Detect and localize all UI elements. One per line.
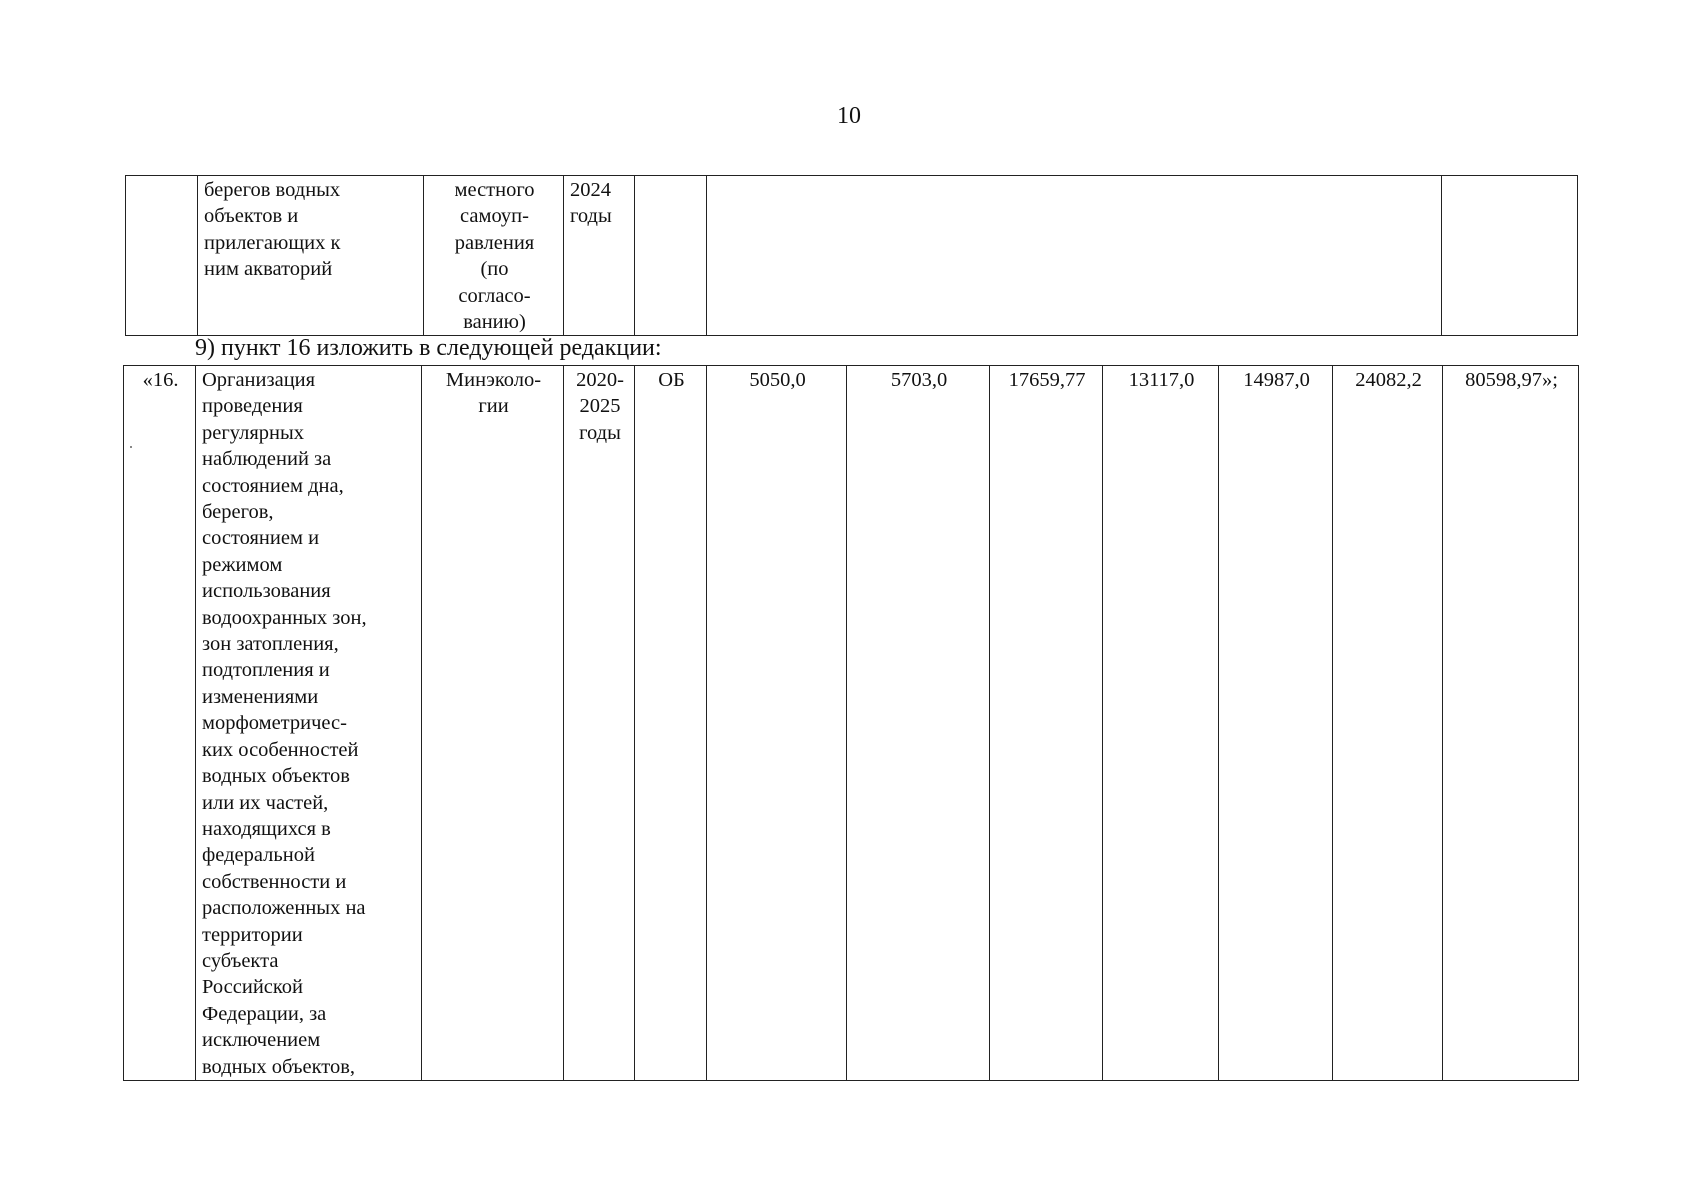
amount-cell-6: 24082,2: [1333, 366, 1443, 1081]
top-row-period-cell: 2024 годы: [564, 176, 635, 336]
amount-cell-4: 13117,0: [1103, 366, 1219, 1081]
top-row-executor-cell: местного самоуп- равления (по согласо- ванию): [424, 176, 564, 336]
top-row-total-cell: [1442, 176, 1578, 336]
amount-cell-2: 5703,0: [847, 366, 990, 1081]
funding-source-cell: ОБ: [635, 366, 707, 1081]
item-16-row: [124, 366, 1579, 1081]
top-row-amounts-cell: [707, 176, 1442, 336]
page-number: 10: [837, 103, 861, 129]
executor-cell: Минэколо- гии: [422, 366, 564, 1081]
period-cell: 2020- 2025 годы: [564, 366, 635, 1081]
item-name-cell: Организация проведения регулярных наблюдений за состоянием дна, берегов, состоянием и режимом использования водоохранных зон, зон затопления, подтопления и изменениями морфометричес- ких особенностей водных объектов или их частей, находящихся в федеральной собственности и расположенных на территории субъекта Российской Федерации, за исключением водных объектов,: [196, 366, 422, 1081]
amount-cell-3: 17659,77: [990, 366, 1103, 1081]
amount-cell-1: 5050,0: [707, 366, 847, 1081]
top-row-number-cell: [126, 176, 198, 336]
top-row-name-cell: берегов водных объектов и прилегающих к ним акваторий: [198, 176, 424, 336]
scan-speck: [130, 446, 132, 448]
top-row-source-cell: [635, 176, 707, 336]
amendment-instruction: 9) пункт 16 изложить в следующей редакции:: [195, 335, 662, 361]
total-cell: 80598,97»;: [1443, 366, 1579, 1081]
top-table-row: [126, 176, 1578, 336]
item-number-cell: «16.: [124, 366, 196, 1081]
top-table-fragment: [125, 175, 1578, 336]
amount-cell-5: 14987,0: [1219, 366, 1333, 1081]
item-16-table: [123, 365, 1579, 1081]
